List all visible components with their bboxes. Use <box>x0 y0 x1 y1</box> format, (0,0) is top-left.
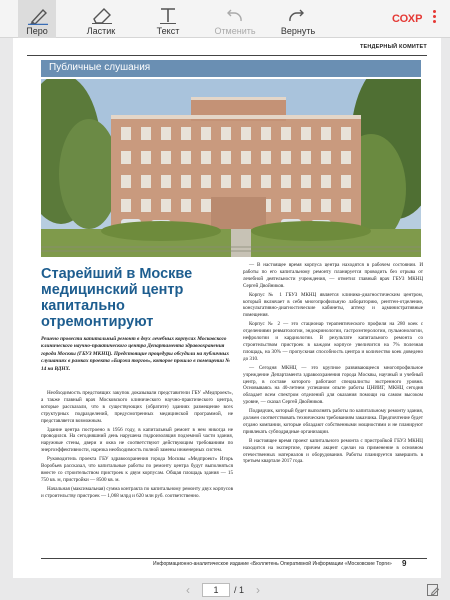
redo-button[interactable] <box>275 0 321 38</box>
page-total: / 1 <box>234 585 245 595</box>
edit-document-icon[interactable] <box>426 583 440 597</box>
article-headline: Старейший в Москве медицинский центр капитально отремонтируют <box>41 266 193 330</box>
paragraph: Здание центра построено в 1956 году, в капитальный ремонт в нем никогда не проводился. На сегодняшний день нарушена гидроизоляция подземной части здания, наружные стены, двери и окна не соответствуют действующим требованиям по энергоэффективности, нарезка необходимость полной замены инженерных систем. <box>41 426 233 454</box>
building-photo <box>41 79 421 257</box>
paragraph: Начальная (максимальная) сумма контракта по капитальному ремонту двух корпусов и строительству пристроек — 1,068 млрд и 620 млн руб. соответственно. <box>41 485 233 499</box>
page-navigation-bar <box>0 580 450 600</box>
paragraph: Необходимость предстоящих закупок доказывали представители ГБУ «Медпроект», а также главный врач Московского клинического научно-практического центра, которые рассказали, что в существующих (обратите) зданиях размещение всех структурных подразделений, предусмотренных медицинской программой, не представляется возможным. <box>41 390 233 424</box>
eraser-icon <box>78 5 124 25</box>
text-icon <box>146 5 190 25</box>
paragraph: — Сегодня МКНЦ — это крупное развивающееся многопрофильное учреждение Департамента здравоохранения города Москвы, научный и учебный центр, в составе которого работают специалисты экстренного уровня. Основываясь на 40-летнем успешном опыте работы ЦНИИГ, МКНЦ сегодня обладает всем спектром отделений для оказания помощи на самом высоком уровне, — сказал Сергей Двойников. <box>243 364 423 406</box>
document-page[interactable] <box>13 38 441 578</box>
undo-button[interactable] <box>210 0 260 38</box>
article-column-2 <box>243 262 423 467</box>
pen-label: Перо <box>26 26 48 36</box>
page-footer-text: Информационно-аналитическое издание «Бюллетень Оперативной Информации «Московские Торги» <box>153 561 392 567</box>
previous-page-icon[interactable]: ‹ <box>186 583 190 597</box>
annotation-toolbar <box>0 0 450 38</box>
undo-icon <box>210 5 260 25</box>
eraser-tool-button[interactable] <box>78 0 124 38</box>
paragraph: В настоящее время проект капитального ремонта с пристройкой ГБУЗ МКНЦ находится на экспертизе, причем акцент сделан на применение в основном отечественных материалов и оборудования. Работы планируется завершить в третьем квартале 2017 года. <box>243 437 423 465</box>
paragraph: Подрядчик, который будет выполнять работы по капитальному ремонту здания, должен соответствовать техническим требованиям заказчика. Предпочтение будет отдано компании, которые обладают собственными мощностями и не планируют привлекать субподрядные организации. <box>243 408 423 435</box>
section-title: Публичные слушания <box>49 62 151 73</box>
page-number-input[interactable]: 1 <box>202 583 230 597</box>
paragraph: Руководитель проекта ГБУ здравоохранения города Москвы «Медпроект» Игорь Воробьев рассказал, что капитальные работы по ремонту центра будут выполняться вместе со строительством пристроек к двум корпусам. Общая площадь здания — 15 750 кв. м, пристройки — 8500 кв. м. <box>41 456 233 483</box>
text-tool-button[interactable] <box>146 0 190 38</box>
text-label: Текст <box>156 26 180 36</box>
more-options-icon[interactable] <box>431 10 437 28</box>
section-banner <box>41 60 421 77</box>
article-lead: Решено провести капитальный ремонт в двух лечебных корпусах Московского клинического научно-практического центра Департамента здравоохранения города Москвы (ГБУЗ МКНЦ). Предстоящие процедуры обсудили на публичных слушаниях в рамках проекта «Биржа торгов», которое прошло в помещении № 14 на ВДНХ. <box>41 336 231 372</box>
next-page-icon[interactable]: › <box>256 583 260 597</box>
paragraph: — В настоящее время корпуса центра находятся в рабочем состоянии. И работы по его капитальному ремонту планируется проводить без отрыва от лечебной деятельности учреждения, — отметил главный врач ГБУЗ МКНЦ Сергей Двойников. <box>243 262 423 289</box>
save-button[interactable]: СОХР <box>392 13 423 25</box>
paragraph: Корпус № 1 ГБУЗ МКНЦ является клинико-диагностическим центром, который включает в себя многопрофильную лабораторию, рентген-отделение, консультативно-диагностические кабинеты, аптеку и административные помещения. <box>243 291 423 319</box>
redo-label: Вернуть <box>280 26 316 36</box>
article-column-1 <box>41 390 233 502</box>
page-number: 9 <box>402 559 407 568</box>
page-header-section: ТЕНДЕРНЫЙ КОМИТЕТ <box>359 44 427 50</box>
undo-label: Отменить <box>214 26 256 36</box>
pen-tool-button[interactable] <box>18 0 56 38</box>
eraser-label: Ластик <box>86 26 116 36</box>
header-divider <box>27 55 427 56</box>
footer-divider <box>41 558 427 559</box>
paragraph: Корпус № 2 — это стационар терапевтического профиля на 280 коек с отделениями ревматологии, эндокринологии, гастроэнтерологии, пульмонологии, нефрологии и кардиологии. В результате капитального ремонта со строительством пристроек в каждом корпусе увеличится на 7% полезная площадь, на 30% — пропускная способность центра и количество коек доведено до 310. <box>243 321 423 362</box>
pen-icon <box>18 5 56 25</box>
redo-icon <box>275 5 321 25</box>
